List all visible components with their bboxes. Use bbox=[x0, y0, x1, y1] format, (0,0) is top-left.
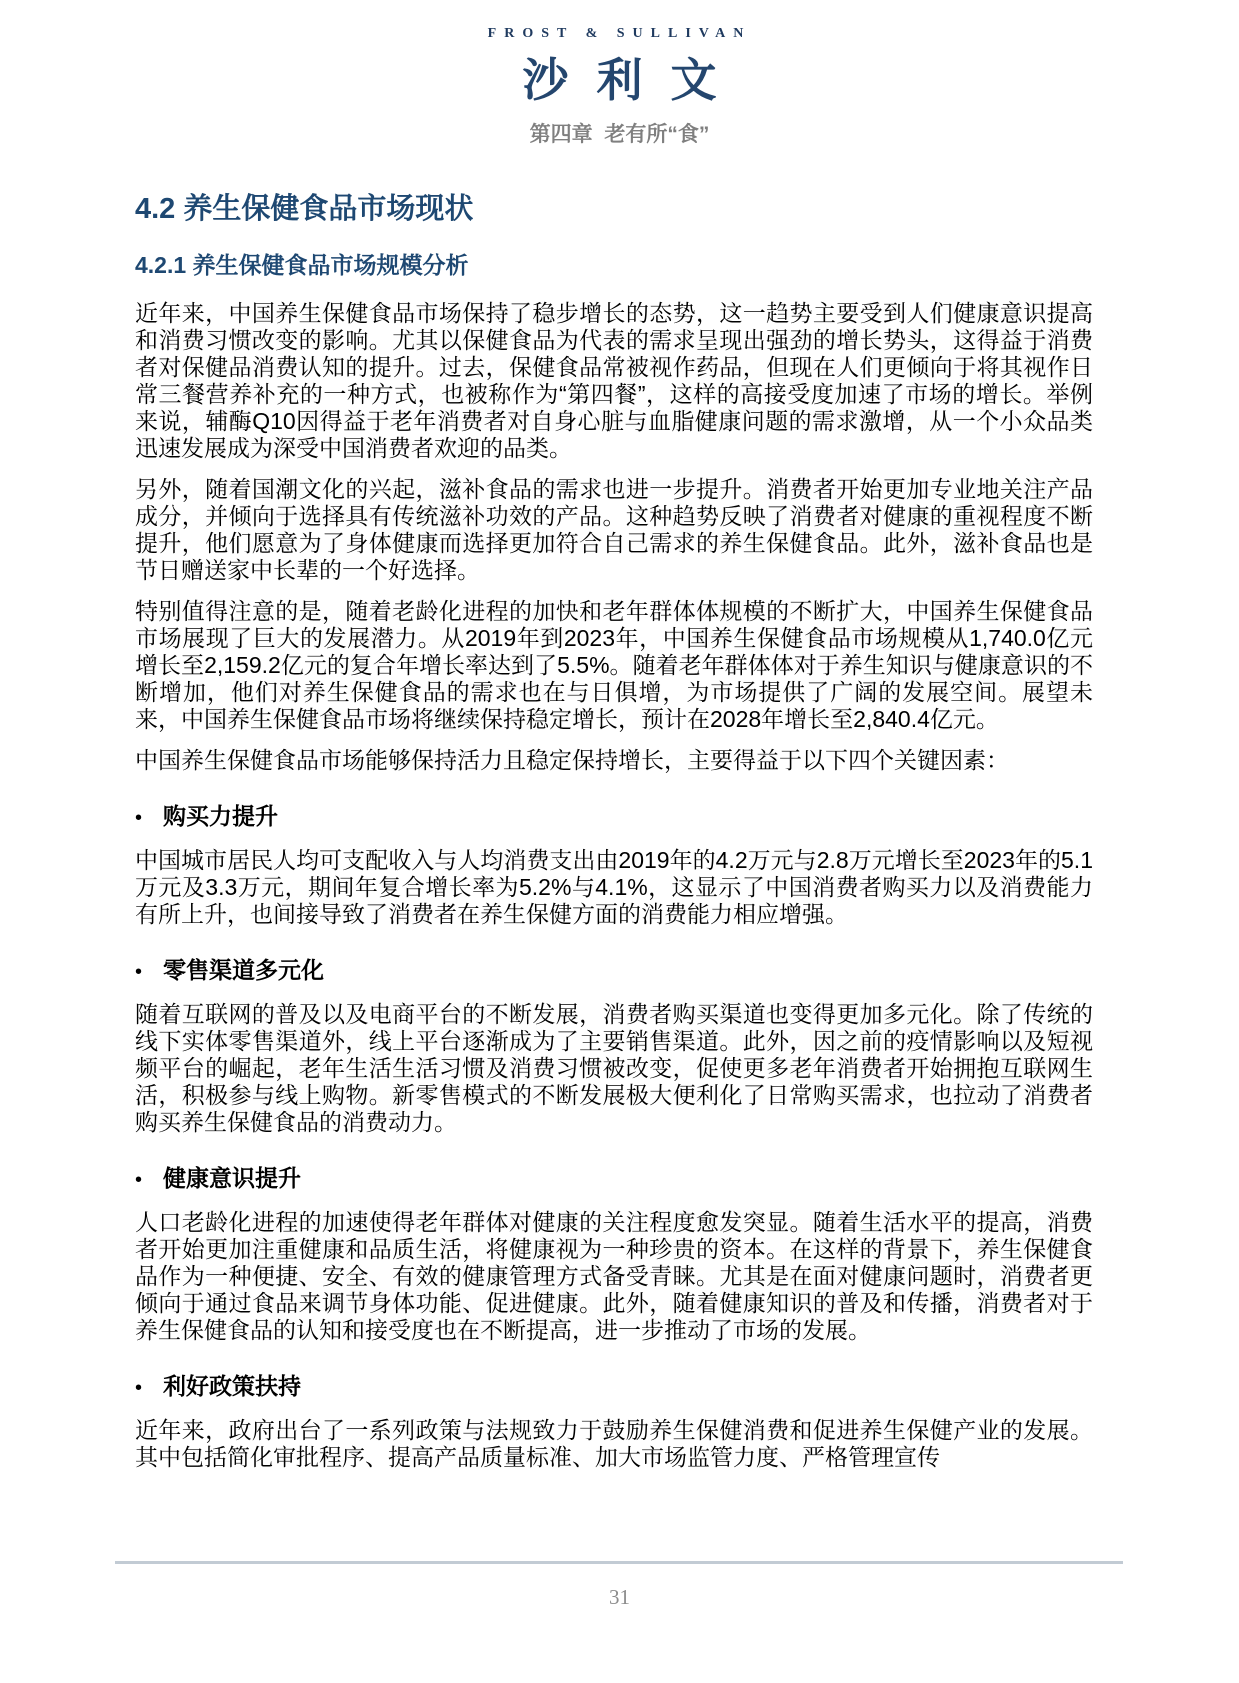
key-factors-intro: 中国养生保健食品市场能够保持活力且稳定保持增长，主要得益于以下四个关键因素： bbox=[135, 747, 1009, 773]
factor-heading bbox=[135, 1368, 1093, 1401]
factor-item-policy-support bbox=[135, 1368, 1093, 1471]
page-number: 31 bbox=[609, 1585, 630, 1609]
paragraph-guochao-trend: 另外，随着国潮文化的兴起，滋补食品的需求也进一步提升。消费者开始更加专业地关注产品成分，并倾向于选择具有传统滋补功效的产品。这种趋势反映了消费者对健康的重视程度不断提升，他们愿意为了身体健康而选择更加符合自己需求的养生保健食品。此外，滋补食品也是节日赠送家中长辈的一个好选择。 bbox=[135, 476, 1093, 583]
paragraph-market-size: 特别值得注意的是，随着老龄化进程的加快和老年群体体规模的不断扩大，中国养生保健食品市场展现了巨大的发展潜力。从2019年到2023年，中国养生保健食品市场规模从1,740.0亿元增长至2,159.2亿元的复合年增长率达到了5.5%。随着老年群体体对于养生知识与健康意识的不断增加，他们对养生保健食品的需求也在与日俱增，为市场提供了广阔的发展空间。展望未来，中国养生保健食品市场将继续保持稳定增长，预计在2028年增长至2,840.4亿元。 bbox=[135, 598, 1093, 732]
bullet-icon: • bbox=[135, 961, 143, 983]
factor-item-purchasing-power bbox=[135, 798, 1093, 928]
factor-title-retail-channels: 零售渠道多元化 bbox=[163, 957, 324, 983]
factor-title-policy-support: 利好政策扶持 bbox=[163, 1373, 301, 1399]
factor-title-health-awareness: 健康意识提升 bbox=[163, 1165, 301, 1191]
factor-body-retail-channels: 随着互联网的普及以及电商平台的不断发展，消费者购买渠道也变得更加多元化。除了传统的线下实体零售渠道外，线上平台逐渐成为了主要销售渠道。此外，因之前的疫情影响以及短视频平台的崛起，老年生活生活习惯及消费习惯被改变，促使更多老年消费者开始拥抱互联网生活，积极参与线上购物。新零售模式的不断发展极大便利化了日常购买需求，也拉动了消费者购买养生保健食品的消费动力。 bbox=[135, 1001, 1093, 1135]
company-logo bbox=[0, 26, 1239, 110]
bullet-icon: • bbox=[135, 807, 143, 829]
factor-body-health-awareness: 人口老龄化进程的加速使得老年群体对健康的关注程度愈发突显。随着生活水平的提高，消费者开始更加注重健康和品质生活，将健康视为一种珍贵的资本。在这样的背景下，养生保健食品作为一种便捷、安全、有效的健康管理方式备受青睐。尤其是在面对健康问题时，消费者更倾向于通过食品来调节身体功能、促进健康。此外，随着健康知识的普及和传播，消费者对于养生保健食品的认知和接受度也在不断提高，进一步推动了市场的发展。 bbox=[135, 1209, 1093, 1343]
factor-item-retail-channels bbox=[135, 952, 1093, 1136]
bullet-icon: • bbox=[135, 1377, 143, 1399]
page-content bbox=[135, 186, 1093, 1485]
factor-body-policy-support: 近年来，政府出台了一系列政策与法规致力于鼓励养生保健消费和促进养生保健产业的发展。其中包括简化审批程序、提高产品质量标准、加大市场监管力度、严格管理宣传 bbox=[135, 1417, 1093, 1470]
logo-wordmark-cn: 沙利文 bbox=[522, 54, 745, 106]
section-title: 4.2 养生保健食品市场现状 bbox=[135, 193, 474, 225]
factor-heading bbox=[135, 1160, 1093, 1193]
factor-item-health-awareness bbox=[135, 1160, 1093, 1344]
logo-wordmark-en: FROST & SULLIVAN bbox=[487, 26, 752, 41]
factor-heading bbox=[135, 952, 1093, 985]
factor-heading bbox=[135, 798, 1093, 831]
paragraph-market-growth: 近年来，中国养生保健食品市场保持了稳步增长的态势，这一趋势主要受到人们健康意识提高和消费习惯改变的影响。尤其以保健食品为代表的需求呈现出强劲的增长势头，这得益于消费者对保健品消费认知的提升。过去，保健食品常被视作药品，但现在人们更倾向于将其视作日常三餐营养补充的一种方式，也被称作为“第四餐”，这样的高接受度加速了市场的增长。举例来说，辅酶Q10因得益于老年消费者对自身心脏与血脂健康问题的需求激增，从一个小众品类迅速发展成为深受中国消费者欢迎的品类。 bbox=[135, 300, 1093, 461]
factor-title-purchasing-power: 购买力提升 bbox=[163, 803, 278, 829]
factor-body-purchasing-power: 中国城市居民人均可支配收入与人均消费支出由2019年的4.2万元与2.8万元增长至2023年的5.1万元及3.3万元，期间年复合增长率为5.2%与4.1%，这显示了中国消费者购买力以及消费能力有所上升，也间接导致了消费者在养生保健方面的消费能力相应增强。 bbox=[135, 847, 1093, 927]
chapter-header: 第四章 老有所“食” bbox=[529, 123, 710, 146]
subsection-title: 4.2.1 养生保健食品市场规模分析 bbox=[135, 252, 469, 278]
bullet-icon: • bbox=[135, 1169, 143, 1191]
footer-divider bbox=[115, 1561, 1123, 1564]
